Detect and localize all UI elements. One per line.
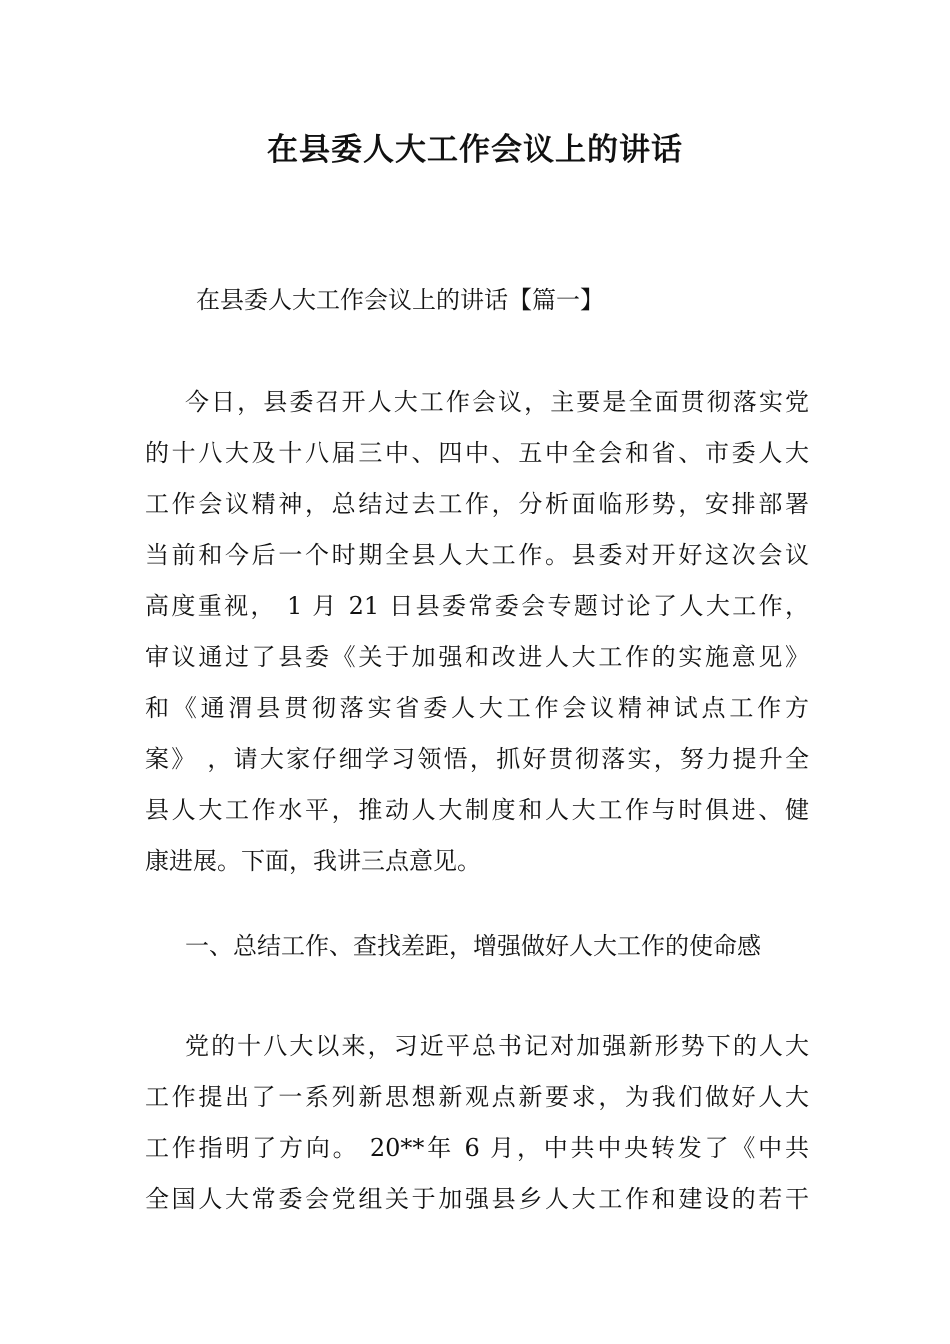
paragraph-line: 审议通过了县委《关于加强和改进人大工作的实施意见》 [145, 643, 809, 671]
section-heading: 一、总结工作、查找差距，增强做好人大工作的使命感 [185, 932, 761, 960]
paragraph-line: 的十八大及十八届三中、四中、五中全会和省、市委人大 [145, 439, 809, 467]
paragraph-line: 和《通渭县贯彻落实省委人大工作会议精神试点工作方 [145, 694, 809, 722]
document-subtitle: 在县委人大工作会议上的讲话【篇一】 [196, 286, 604, 314]
paragraph-line: 案》 ，请大家仔细学习领悟，抓好贯彻落实，努力提升全 [145, 745, 809, 773]
paragraph-line: 全国人大常委会党组关于加强县乡人大工作和建设的若干 [145, 1185, 809, 1213]
paragraph-line: 工作指明了方向。 20**年 6 月，中共中央转发了《中共 [145, 1134, 809, 1162]
paragraph-line: 党的十八大以来，习近平总书记对加强新形势下的人大 [185, 1032, 809, 1060]
paragraph-section1 [145, 1021, 809, 1225]
paragraph-line: 县人大工作水平，推动人大制度和人大工作与时俱进、健 [145, 796, 809, 824]
paragraph-line: 当前和今后一个时期全县人大工作。县委对开好这次会议 [145, 541, 809, 569]
document-title: 在县委人大工作会议上的讲话 [267, 132, 683, 168]
paragraph-intro [145, 377, 809, 887]
paragraph-line: 今日，县委召开人大工作会议，主要是全面贯彻落实党 [185, 388, 809, 416]
paragraph-line: 工作会议精神，总结过去工作，分析面临形势，安排部署 [145, 490, 809, 518]
paragraph-line: 高度重视， 1 月 21 日县委常委会专题讨论了人大工作， [145, 592, 809, 620]
paragraph-line: 康进展。下面，我讲三点意见。 [145, 847, 481, 875]
paragraph-line: 工作提出了一系列新思想新观点新要求，为我们做好人大 [145, 1083, 809, 1111]
